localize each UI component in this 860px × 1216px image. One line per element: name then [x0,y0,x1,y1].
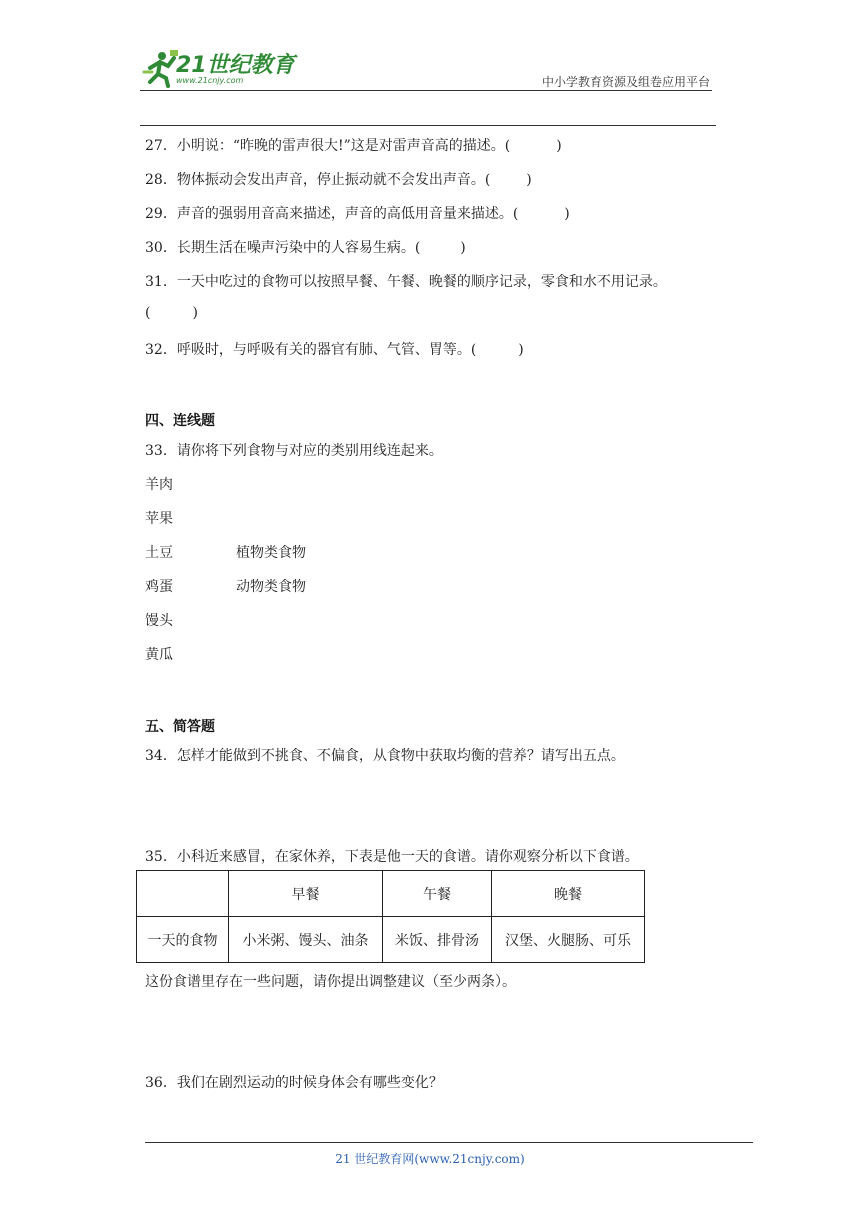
category-item: 植物类食物 [236,545,306,561]
section-title-matching: 四、连线题 [145,413,215,429]
table-cell: 一天的食物 [137,917,229,963]
question-35-followup: 这份食谱里存在一些问题，请你提出调整建议（至少两条）。 [145,974,516,990]
question-29: 29．声音的强弱用音高来描述，声音的高低用音量来描述。( ) [145,206,570,222]
question-31-answer-paren: ( ) [145,305,198,321]
question-28: 28．物体振动会发出声音，停止振动就不会发出声音。( ) [145,172,532,188]
footer-link[interactable]: 21 世纪教育网(www.21cnjy.com) [335,1152,525,1166]
table-cell: 汉堡、火腿肠、可乐 [492,917,645,963]
header-divider [140,90,712,91]
logo-text: 21世纪教育 [176,53,295,78]
food-item: 土豆 [145,545,173,561]
question-32: 32．呼吸时，与呼吸有关的器官有肺、气管、胃等。( ) [145,342,524,358]
content-top-divider [140,125,716,126]
table-header-cell: 晚餐 [492,871,645,917]
question-30: 30．长期生活在噪声污染中的人容易生病。( ) [145,240,466,256]
question-35: 35．小科近来感冒，在家休养，下表是他一天的食谱。请你观察分析以下食谱。 [145,849,639,865]
table-header-cell: 午餐 [383,871,492,917]
table-header-cell [137,871,229,917]
category-item: 动物类食物 [236,579,306,595]
section-title-short-answer: 五、简答题 [145,719,215,735]
question-33: 33．请你将下列食物与对应的类别用线连起来。 [145,443,443,459]
food-item: 苹果 [145,511,173,527]
logo-url: www.21cnjy.com [176,76,244,85]
food-item: 羊肉 [145,477,173,493]
question-27: 27．小明说：“昨晚的雷声很大!”这是对雷声音高的描述。( ) [145,138,562,154]
runner-logo-icon [140,48,180,88]
question-34: 34．怎样才能做到不挑食、不偏食，从食物中获取均衡的营养？请写出五点。 [145,748,625,764]
platform-tagline: 中小学教育资源及组卷应用平台 [541,75,710,89]
table-cell: 小米粥、馒头、油条 [229,917,383,963]
table-row [137,917,645,963]
food-item: 黄瓜 [145,647,173,663]
question-36: 36．我们在剧烈运动的时候身体会有哪些变化？ [145,1075,443,1091]
food-item: 馒头 [145,613,173,629]
question-31: 31．一天中吃过的食物可以按照早餐、午餐、晚餐的顺序记录，零食和水不用记录。 [145,274,667,290]
table-header-cell: 早餐 [229,871,383,917]
footer-divider [145,1142,753,1143]
table-header-row [137,871,645,917]
menu-table [136,870,645,963]
table-cell: 米饭、排骨汤 [383,917,492,963]
food-item: 鸡蛋 [145,579,173,595]
